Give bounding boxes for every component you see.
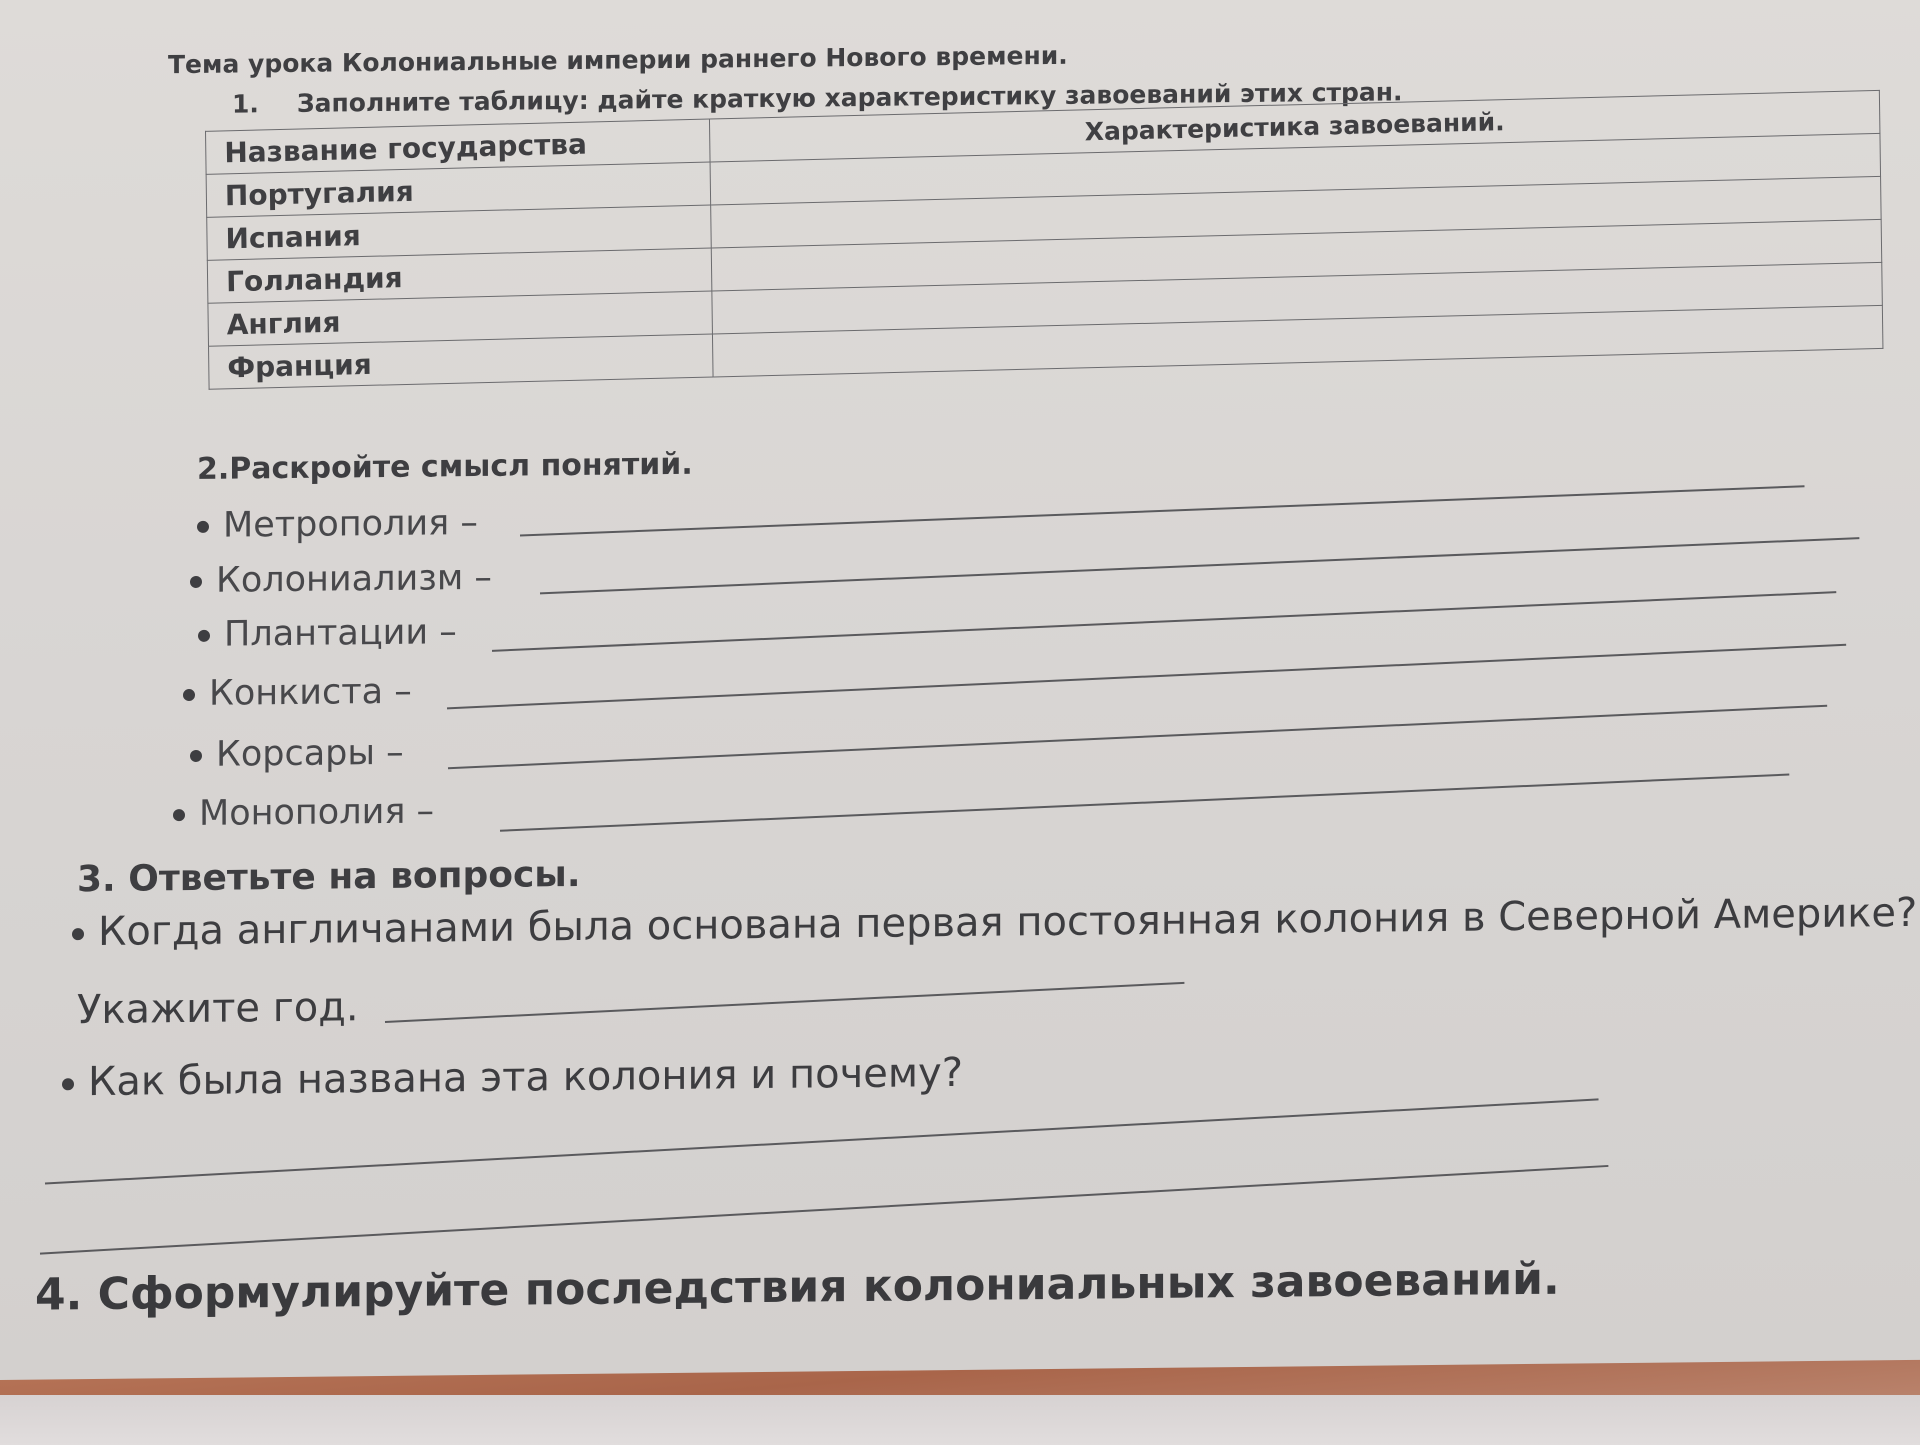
term-metropolis	[197, 503, 478, 546]
state-name-cell: Испания	[207, 205, 712, 260]
state-name-cell: Англия	[208, 291, 713, 346]
term-label: Монополия –	[199, 791, 435, 834]
bullet-icon	[190, 576, 202, 588]
question-2	[62, 1050, 963, 1105]
term-corsairs	[190, 733, 404, 775]
header-conquest-characteristics: Характеристика завоеваний.	[709, 90, 1879, 162]
question-1-text: Когда англичанами была основана первая постоянная колония в Северной Америке?	[98, 889, 1918, 955]
task-1-text: Заполните таблицу: дайте краткую характеристику завоеваний этих стран.	[296, 77, 1403, 118]
task-2-heading: 2.Раскройте смысл понятий.	[197, 446, 693, 487]
bullet-icon	[183, 689, 195, 701]
term-label: Колониализм –	[216, 557, 492, 601]
answer-line[interactable]	[448, 705, 1827, 770]
bullet-icon	[190, 750, 202, 762]
answer-line[interactable]	[500, 773, 1789, 831]
term-plantations	[198, 612, 457, 655]
lesson-title: Тема урока Колониальные империи раннего Нового времени.	[168, 40, 1068, 80]
bullet-icon	[173, 809, 185, 821]
answer-line[interactable]	[492, 591, 1836, 652]
task-1-number: 1.	[232, 89, 259, 119]
task-4-heading: 4. Сформулируйте последствия колониальных завоеваний.	[35, 1253, 1560, 1321]
answer-line[interactable]	[520, 485, 1805, 536]
bullet-icon	[198, 630, 210, 642]
question-1-subtext: Укажите год.	[77, 984, 359, 1034]
term-label: Конкиста –	[209, 671, 412, 714]
term-label: Плантации –	[224, 612, 457, 655]
header-state-name: Название государства	[206, 119, 711, 174]
answer-line[interactable]	[45, 1098, 1599, 1184]
answer-line[interactable]	[40, 1165, 1608, 1255]
states-table	[205, 90, 1883, 390]
bullet-icon	[62, 1078, 74, 1090]
state-name-cell: Франция	[209, 334, 714, 389]
state-name-cell: Голландия	[207, 248, 712, 303]
bullet-icon	[197, 521, 209, 533]
term-label: Корсары –	[216, 732, 404, 775]
bullet-icon	[72, 928, 84, 940]
answer-line[interactable]	[540, 537, 1859, 594]
question-1	[72, 890, 1917, 955]
state-name-cell: Португалия	[206, 162, 711, 217]
task-3-heading: 3. Ответьте на вопросы.	[77, 853, 581, 901]
term-label: Метрополия –	[223, 502, 478, 546]
answer-line[interactable]	[447, 644, 1846, 710]
term-conquista	[183, 672, 412, 714]
term-colonialism	[190, 558, 492, 601]
question-2-text: Как была названа эта колония и почему?	[88, 1049, 963, 1106]
desk-edge	[0, 1395, 1920, 1445]
answer-line[interactable]	[385, 982, 1184, 1023]
term-monopoly	[173, 791, 434, 834]
